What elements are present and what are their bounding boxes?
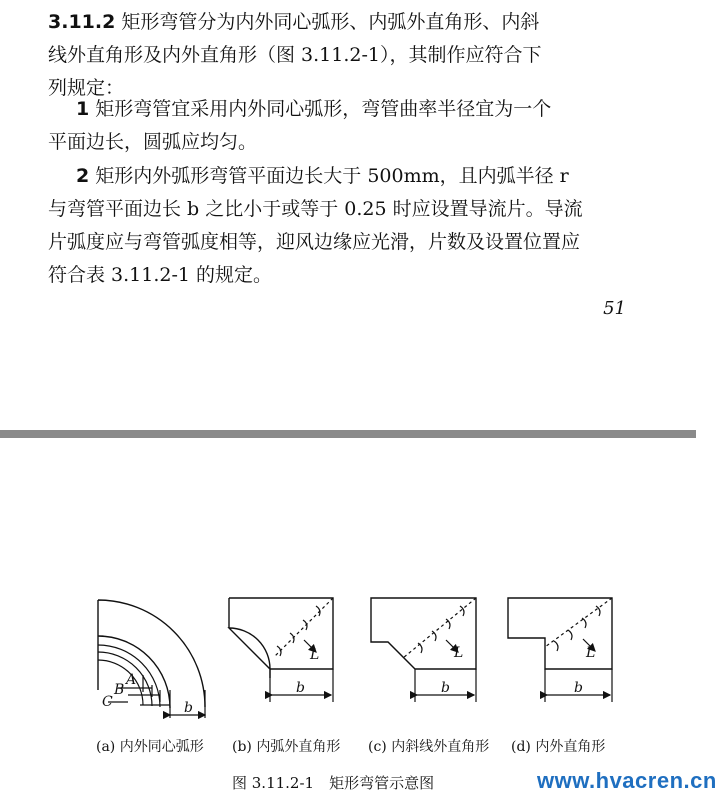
sub-caption-a: (a) 内外同心弧形 [96,739,204,755]
item-2-line-3: 片弧度应与弯管弧度相等，迎风边缘应光滑，片数及设置位置应 [48,231,581,253]
label-C: C [102,694,113,710]
item-1-line-1: 矩形弯管宜采用内外同心弧形，弯管曲率半径宜为一个 [95,98,552,120]
item-1-number: 1 [76,98,90,120]
figure-caption: 图 3.11.2-1 矩形弯管示意图 [232,774,435,792]
clause-line-1: 矩形弯管分为内外同心弧形、内弧外直角形、内斜 [121,11,540,33]
clause-line-3: 列规定： [48,77,125,99]
label-L-b: L [310,647,320,663]
item-2-line-1: 矩形内外弧形弯管平面边长大于 500mm，且内弧半径 r [95,165,569,187]
label-L-d: L [586,645,596,661]
label-b-a: b [184,700,193,716]
clause-3-11-2 [48,6,648,105]
item-2-number: 2 [76,165,90,187]
clause-line-2: 线外直角形及内外直角形（图 3.11.2-1），其制作应符合下 [48,44,542,66]
sub-caption-d: (d) 内外直角形 [511,739,606,755]
item-1 [48,93,648,159]
item-2-line-2: 与弯管平面边长 b 之比小于或等于 0.25 时应设置导流片。导流 [48,198,583,220]
label-B: B [114,682,125,698]
item-2-line-4: 符合表 3.11.2-1 的规定。 [48,264,273,286]
label-b-c: b [441,680,450,696]
sub-caption-b: (b) 内弧外直角形 [232,739,341,755]
page-divider [0,430,696,438]
label-L-c: L [454,645,464,661]
clause-number: 3.11.2 [48,11,116,33]
watermark: www.hvacren.cn [537,768,717,793]
diagram-d-inner-outer-right-angle [508,598,612,702]
item-2 [48,160,648,292]
item-1-line-2: 平面边长，圆弧应均匀。 [48,131,258,153]
label-A: A [126,672,137,688]
label-b-d: b [574,680,583,696]
page-number: 51 [603,298,626,319]
sub-caption-c: (c) 内斜线外直角形 [368,739,490,755]
label-b-b: b [296,680,305,696]
figure-3-11-2-1 [0,440,717,796]
